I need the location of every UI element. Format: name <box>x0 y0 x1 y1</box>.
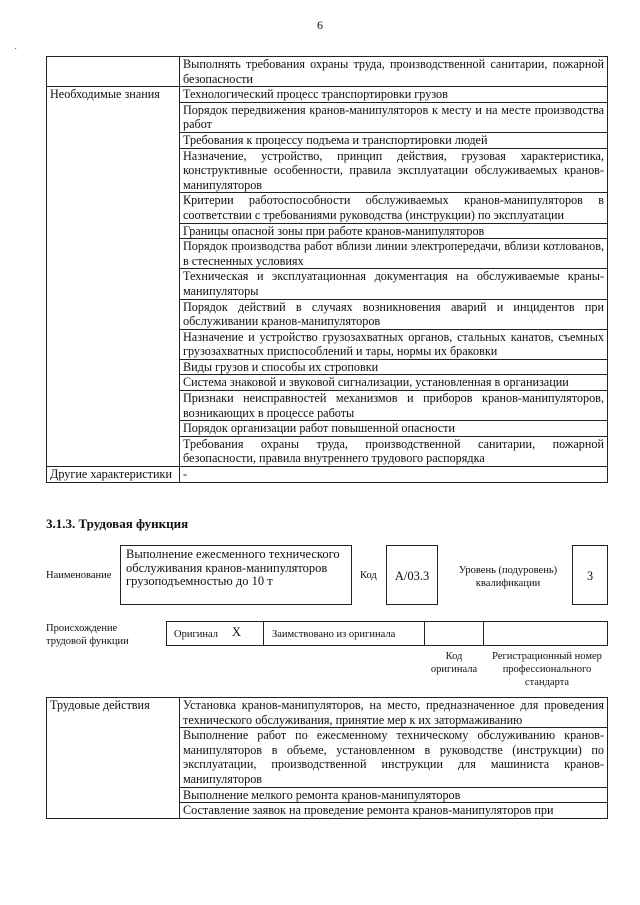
action-item: Составление заявок на проведение ремонта кранов-манипуляторов при <box>180 803 608 819</box>
action-item: Выполнение мелкого ремонта кранов-манипуляторов <box>180 787 608 803</box>
actions-label: Трудовые действия <box>47 698 180 819</box>
knowledge-item: Виды грузов и способы их строповки <box>180 359 608 375</box>
original-label: Оригинал <box>174 629 218 640</box>
knowledge-item: Требования к процессу подъема и транспортировки людей <box>180 132 608 148</box>
table-row <box>47 698 608 728</box>
skill-cell: Выполнять требования охраны труда, производственной санитарии, пожарной безопасности <box>180 57 608 87</box>
knowledge-label: Необходимые знания <box>47 87 180 467</box>
knowledge-table <box>46 56 608 483</box>
knowledge-item: Порядок действий в случаях возникновения аварий и инцидентов при обслуживании кранов-манипуляторов <box>180 299 608 329</box>
knowledge-item: Технологический процесс транспортировки грузов <box>180 87 608 103</box>
other-value: - <box>180 467 608 483</box>
table-row <box>47 87 608 103</box>
action-item: Установка кранов-манипуляторов, на место, предназначенное для проведения технического обслуживания, принятие мер к их затормаживанию <box>180 698 608 728</box>
knowledge-item: Назначение, устройство, принцип действия, грузовая характеристика, конструктивные особенности, правила эксплуатации обслуживаемых кранов-манипуляторов <box>180 148 608 193</box>
action-item: Выполнение работ по ежесменному техническому обслуживанию кранов-манипуляторов в объеме, установленном в руководстве (инструкции) по эксплуатации, производственной инструкции для машиниста кранов-манипуляторов <box>180 728 608 787</box>
knowledge-item: Порядок организации работ повышенной опасности <box>180 421 608 437</box>
knowledge-item: Порядок передвижения кранов-манипуляторов к месту и на месте производства работ <box>180 102 608 132</box>
origin-label: Происхождение трудовой функции <box>46 623 129 647</box>
table-row <box>47 57 608 87</box>
knowledge-item: Порядок производства работ вблизи линии электропередачи, вблизи котлованов, в стесненных условиях <box>180 239 608 269</box>
empty-label-cell <box>47 57 180 87</box>
page-number: 6 <box>317 18 323 32</box>
name-label: Наименование <box>46 570 112 581</box>
knowledge-item: Требования охраны труда, производственной санитарии, пожарной безопасности, правила внутреннего трудового распорядка <box>180 436 608 466</box>
code-label: Код <box>360 570 377 581</box>
original-mark: X <box>232 625 242 639</box>
knowledge-item: Критерии работоспособности обслуживаемых кранов-манипуляторов в соответствии с требованиями руководства (инструкции) по эксплуатации <box>180 193 608 223</box>
code-original-cell <box>424 621 484 646</box>
function-name-box: Выполнение ежесменного технического обслуживания кранов-манипуляторов грузоподъемностью до 10 т <box>120 545 352 605</box>
actions-table <box>46 697 608 819</box>
code-original-label: Код оригинала <box>430 651 478 675</box>
knowledge-item: Система знаковой и звуковой сигнализации, установленная в организации <box>180 375 608 391</box>
table-row <box>47 467 608 483</box>
level-value-box: 3 <box>572 545 608 605</box>
level-label: Уровень (подуровень) квалификации <box>458 565 558 589</box>
reg-number-label: Регистрационный номер профессионального стандарта <box>492 651 602 688</box>
knowledge-item: Назначение и устройство грузозахватных органов, стальных канатов, съемных грузозахватных приспособлений и тары, нормы их браковки <box>180 329 608 359</box>
code-value-box: A/03.3 <box>386 545 438 605</box>
other-label: Другие характеристики <box>47 467 180 483</box>
knowledge-item: Техническая и эксплуатационная документация на обслуживаемые краны-манипуляторы <box>180 269 608 299</box>
section-title: 3.1.3. Трудовая функция <box>46 516 189 531</box>
knowledge-item: Границы опасной зоны при работе кранов-манипуляторов <box>180 223 608 239</box>
borrowed-label: Заимствовано из оригинала <box>272 629 396 640</box>
scan-mark: · <box>14 44 18 55</box>
knowledge-item: Признаки неисправностей механизмов и приборов кранов-манипуляторов, возникающих в процессе работы <box>180 391 608 421</box>
